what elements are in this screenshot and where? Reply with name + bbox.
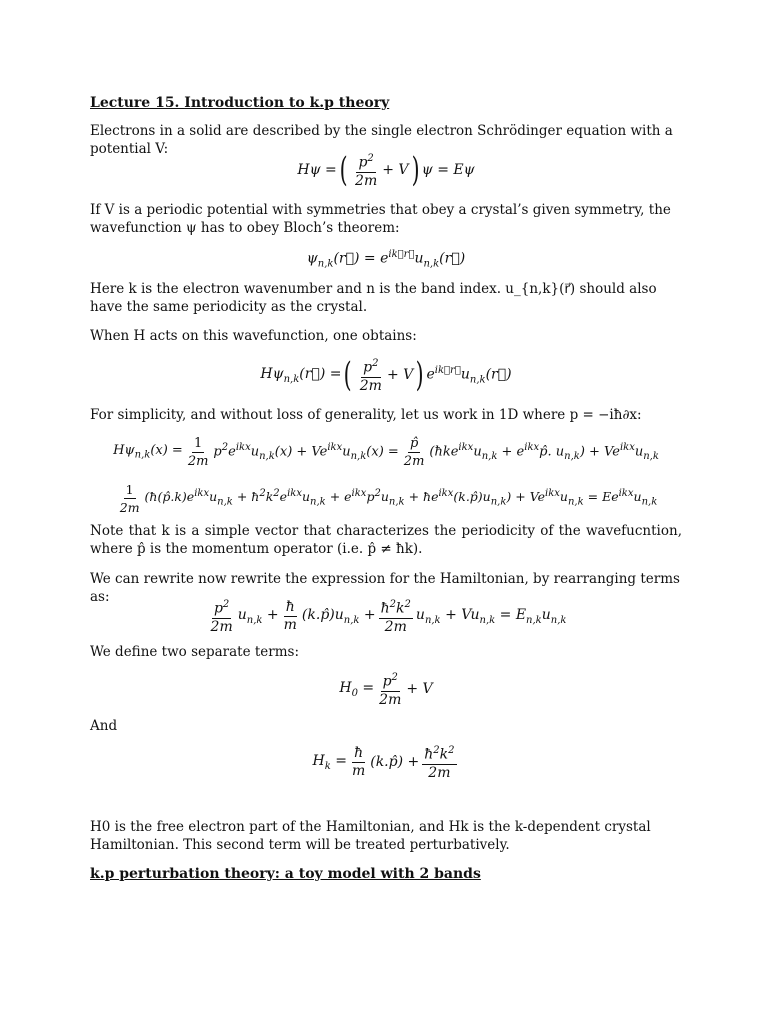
equation-5: $\frac{1}{2m}$ ($ħ(p̂.k)e^{ikx}u_{n,k}$ + $ħ^2k^2e^{ikx}u_{n,k} + e^{ikx}p^2u_{n,k}$ + $ħe^{ikx}(k.p̂)u_{n,k}) + Ve^{ikx}u_{n,k} = Ee^{ikx}u_{n,k}$ [119, 481, 658, 515]
section-heading: k.p perturbation theory: a toy model with 2 bands [90, 866, 481, 882]
paragraph-9: And [90, 718, 118, 734]
equation-3: $H\psi_{n,k}(r⃗)$ = ( $\frac{p^2}{2m}$ + V ) $e^{ik⃗r⃗}u_{n,k}(r⃗)$ [260, 355, 512, 395]
equation-6: $\frac{p^2}{2m}$ $u_{n,k}$ + $\frac{ħ}{m}$ $(k.p̂)u_{n,k}$ + $\frac{ħ^2k^2}{2m}$ $u_{n,k} + Vu_{n,k} = E_{n,k}u_{n,k}$ [90, 594, 682, 638]
paragraph-10: H0 is the free electron part of the Hamiltonian, and Hk is the k-dependent crystal Hamiltonian. This second term will be treated perturbatively. [90, 819, 651, 853]
paragraph-4: When H acts on this wavefunction, one obtains: [90, 328, 417, 344]
paragraph-2: If V is a periodic potential with symmetries that obey a crystal’s given symmetry, the wavefunction ψ has to obey Bloch’s theorem: [90, 202, 671, 236]
equation-1: Hψ = ( $\frac{p^2}{2m}$ + V ) ψ = Eψ [297, 150, 475, 190]
document-title: Lecture 15. Introduction to k.p theory [90, 95, 390, 111]
paragraph-1: Electrons in a solid are described by the single electron Schrödinger equation with a potential V: [90, 123, 673, 157]
paragraph-8: We define two separate terms: [90, 644, 300, 660]
paragraph-6: Note that k is a simple vector that characterizes the periodicity of the wavefucntion, where p̂ is the momentum operator (i.e. p̂ ≠ ħk). [90, 523, 682, 557]
equation-8: $H_k$ = $\frac{ħ}{m}$ (k.p̂) + $\frac{ħ^2k^2}{2m}$ [90, 740, 682, 784]
paragraph-5: For simplicity, and without loss of generality, let us work in 1D where p = −iħ∂x: [90, 407, 642, 423]
equation-7: $H_0$ = $\frac{p^2}{2m}$ + V [90, 667, 682, 711]
equation-4: $H\psi_{n,k}(x)$ = $\frac{1}{2m}$ $p^2e^{ikx}u_{n,k}(x) + Ve^{ikx}u_{n,k}(x)$ = $\frac{p̂}{2m}$ ($ħke^{ikx}u_{n,k}$ + $e^{ikx}p̂$. $u_{n,k}) + Ve^{ikx}u_{n,k}$ [113, 435, 659, 469]
paragraph-3: Here k is the electron wavenumber and n is the band index. u_{n,k}(r⃗) should also have the same periodicity as the crystal. [90, 281, 657, 315]
equation-2: $\psi_{n,k}(r⃗)$ = $e^{ik⃗r⃗}u_{n,k}(r⃗)$ [306, 248, 466, 270]
paragraph-7: We can rewrite now rewrite the expression for the Hamiltonian, by rearranging terms as: [90, 571, 680, 605]
